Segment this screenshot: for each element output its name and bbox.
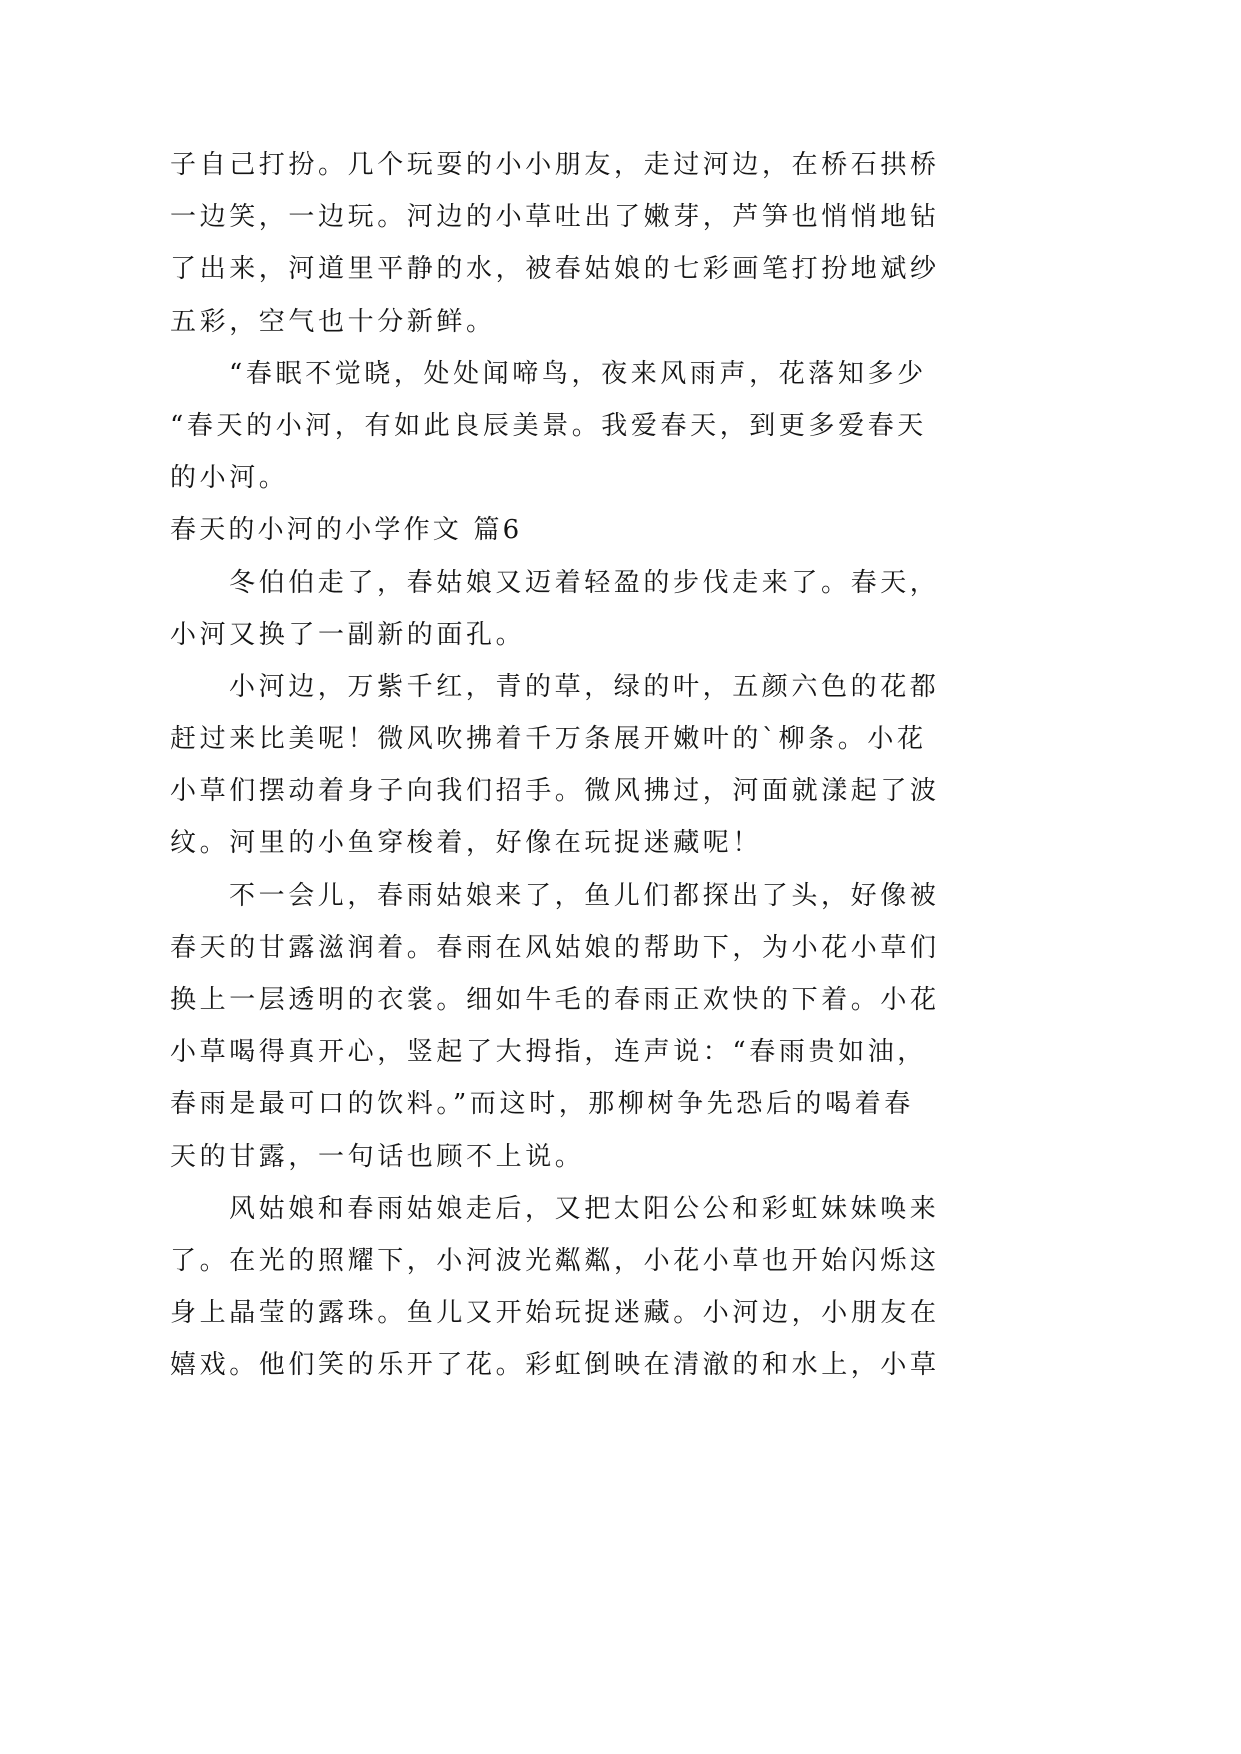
- text-line: 天的甘露，一句话也顾不上说。: [170, 1141, 585, 1172]
- text-line: 的小河。: [170, 463, 289, 494]
- text-line: 子自己打扮。几个玩耍的小小朋友，走过河边，在桥石拱桥: [170, 150, 940, 180]
- text-line: 小河又换了一副新的面孔。: [170, 619, 526, 650]
- paragraph: [170, 557, 1170, 661]
- text-line: 冬伯伯走了，春姑娘又迈着轻盈的步伐走来了。春天，: [229, 567, 940, 598]
- text-line: 春雨是最可口的饮料。”而这时，那柳树争先恐后的喝着春: [170, 1089, 914, 1120]
- text-line: “春天的小河，有如此良辰美景。我爱春天，到更多爱春天: [170, 410, 927, 441]
- paragraph: [170, 139, 1170, 348]
- document-body: [170, 139, 1170, 1392]
- text-line: 换上一层透明的衣裳。细如牛毛的春雨正欢快的下着。小花: [170, 985, 940, 1015]
- text-line: 嬉戏。他们笑的乐开了花。彩虹倒映在清澈的和水上，小草: [170, 1350, 940, 1381]
- text-line: 身上晶莹的露珠。鱼儿又开始玩捉迷藏。小河边，小朋友在: [170, 1298, 940, 1329]
- text-line: 春天的甘露滋润着。春雨在风姑娘的帮助下，为小花小草们: [170, 932, 940, 963]
- text-line: 了出来，河道里平静的水，被春姑娘的七彩画笔打扮地斌纱: [170, 254, 940, 285]
- text-line: 小草喝得真开心，竖起了大拇指，连声说：“春雨贵如油，: [170, 1037, 927, 1068]
- text-line: 五彩，空气也十分新鲜。: [170, 306, 496, 337]
- text-line: 风姑娘和春雨姑娘走后，又把太阳公公和彩虹妹妹唤来: [229, 1193, 940, 1224]
- paragraph: [170, 870, 1170, 1183]
- text-line: 小草们摆动着身子向我们招手。微风拂过，河面就漾起了波: [170, 776, 940, 807]
- paragraph: [170, 1183, 1170, 1392]
- text-line: 赶过来比美呢！微风吹拂着千万条展开嫩叶的`柳条。小花: [170, 724, 927, 755]
- section-heading: 春天的小河的小学作文 篇6: [170, 515, 523, 546]
- text-line: 不一会儿，春雨姑娘来了，鱼儿们都探出了头，好像被: [229, 880, 940, 911]
- paragraph: [170, 348, 1170, 505]
- text-line: 小河边，万紫千红，青的草，绿的叶，五颜六色的花都: [229, 671, 940, 702]
- text-line: 一边笑，一边玩。河边的小草吐出了嫩芽，芦笋也悄悄地钻: [170, 202, 940, 233]
- text-line: 纹。河里的小鱼穿梭着，好像在玩捉迷藏呢！: [170, 828, 763, 859]
- text-line: “春眠不觉晓，处处闻啼鸟，夜来风雨声，花落知多少: [229, 358, 927, 389]
- text-line: 了。在光的照耀下，小河波光粼粼，小花小草也开始闪烁这: [170, 1245, 940, 1276]
- paragraph: [170, 661, 1170, 870]
